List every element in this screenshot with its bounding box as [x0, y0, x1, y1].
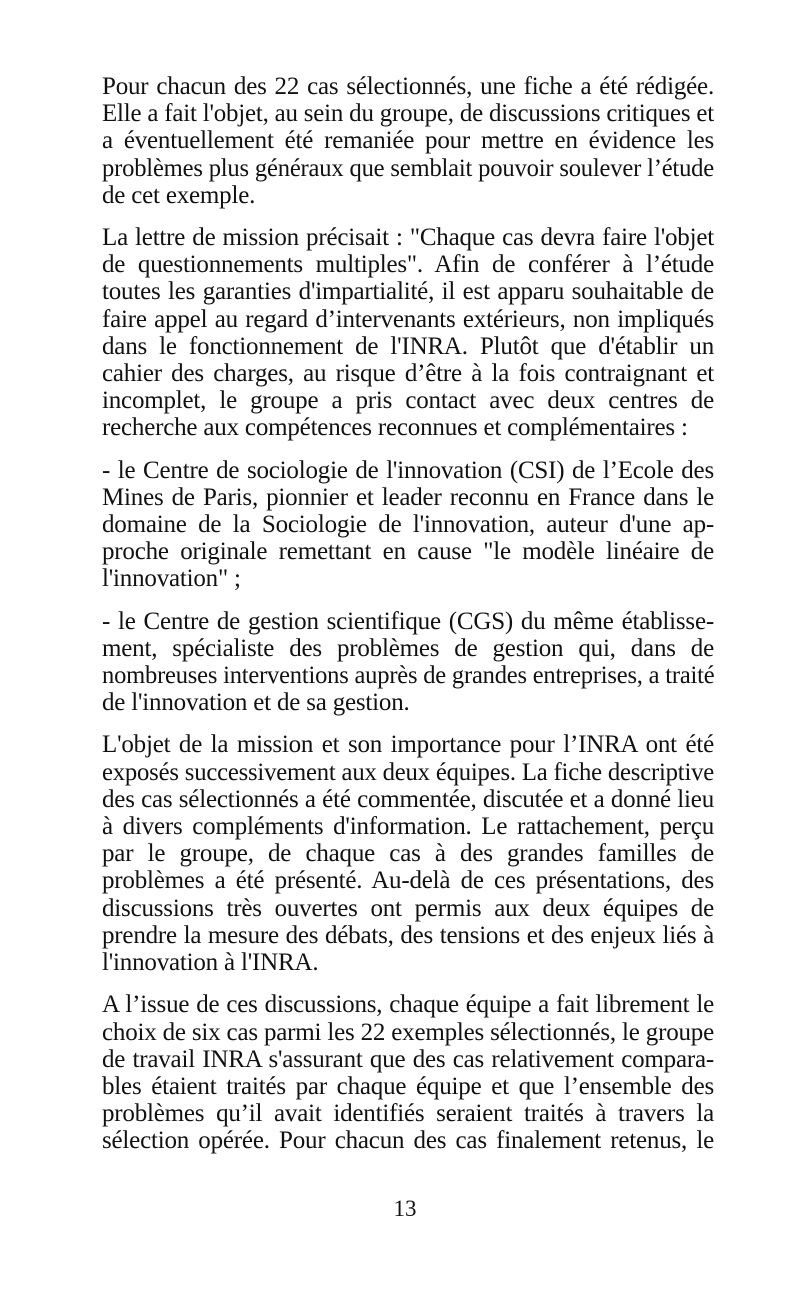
text-line: Elle a fait l'objet, au sein du groupe, de discussions critiques et — [102, 100, 714, 128]
text-line: recherche aux compétences reconnues et complémentaires : — [102, 414, 688, 442]
paragraph — [102, 224, 714, 442]
text-line: ment, spécialiste des problèmes de gestion qui, dans de — [102, 634, 714, 662]
text-line: a éventuellement été remaniée pour mettre en évidence les — [102, 127, 714, 155]
text-line: discussions très ouvertes ont permis aux deux équipes de — [102, 894, 714, 922]
text-line: de l'innovation et de sa gestion. — [102, 689, 410, 717]
text-line: des cas sélectionnés a été commentée, discutée et a donné lieu — [102, 785, 714, 813]
text-line: l'innovation à l'INRA. — [102, 949, 319, 977]
text-line: toutes les garanties d'impartialité, il est apparu souhaitable de — [102, 278, 714, 306]
text-line: incomplet, le groupe a pris contact avec deux centres de — [102, 387, 714, 415]
text-line: cahier des charges, au risque d’être à la fois contraignant et — [102, 360, 714, 388]
text-line: par le groupe, de chaque cas à des grandes familles de — [102, 840, 714, 868]
text-line: A l’issue de ces discussions, chaque équipe a fait librement le — [102, 991, 714, 1019]
text-line: La lettre de mission précisait : "Chaque cas devra faire l'objet — [102, 224, 714, 252]
text-line: prendre la mesure des débats, des tensions et des enjeux liés à — [102, 921, 714, 949]
text-line: proche originale remettant en cause "le modèle linéaire de — [102, 538, 714, 566]
paragraph — [102, 991, 714, 1154]
text-line: de cet exemple. — [102, 181, 256, 209]
text-line: de questionnements multiples". Afin de conférer à l’étude — [102, 251, 714, 279]
page-number: 13 — [393, 1196, 417, 1221]
text-line: de travail INRA s'assurant que des cas relativement compara- — [102, 1045, 714, 1073]
paragraph — [102, 73, 714, 209]
text-line: L'objet de la mission et son importance pour l’INRA ont été — [102, 731, 714, 759]
text-line: à divers compléments d'information. Le rattachement, perçu — [102, 813, 714, 841]
text-line: choix de six cas parmi les 22 exemples sélectionnés, le groupe — [102, 1018, 714, 1046]
text-line: Mines de Paris, pionnier et leader reconnu en France dans le — [102, 483, 714, 511]
text-line: - le Centre de sociologie de l'innovation (CSI) de l’Ecole des — [102, 456, 714, 484]
text-line: problèmes a été présenté. Au-delà de ces présentations, des — [102, 867, 714, 895]
text-line: dans le fonctionnement de l'INRA. Plutôt que d'établir un — [102, 332, 714, 360]
paragraph — [102, 608, 714, 717]
body-text — [102, 73, 714, 1170]
text-line: problèmes plus généraux que semblait pouvoir soulever l’étude — [102, 154, 714, 182]
text-line: domaine de la Sociologie de l'innovation, auteur d'une ap- — [102, 511, 714, 539]
text-line: - le Centre de gestion scientifique (CGS) du même établisse- — [102, 607, 714, 635]
text-line: exposés successivement aux deux équipes. La fiche descriptive — [102, 758, 714, 786]
text-line: nombreuses interventions auprès de grandes entreprises, a traité — [102, 662, 715, 690]
text-line: faire appel au regard d’intervenants extérieurs, non impliqués — [102, 305, 714, 333]
paragraph — [102, 457, 714, 593]
paragraph — [102, 731, 714, 976]
text-line: bles étaient traités par chaque équipe et que l’ensemble des — [102, 1072, 714, 1100]
text-line: l'innovation" ; — [102, 565, 241, 593]
text-line: sélection opérée. Pour chacun des cas finalement retenus, le — [102, 1127, 714, 1155]
text-line: Pour chacun des 22 cas sélectionnés, une fiche a été rédigée. — [102, 73, 714, 100]
text-line: problèmes qu’il avait identifiés seraient traités à travers la — [102, 1100, 714, 1128]
